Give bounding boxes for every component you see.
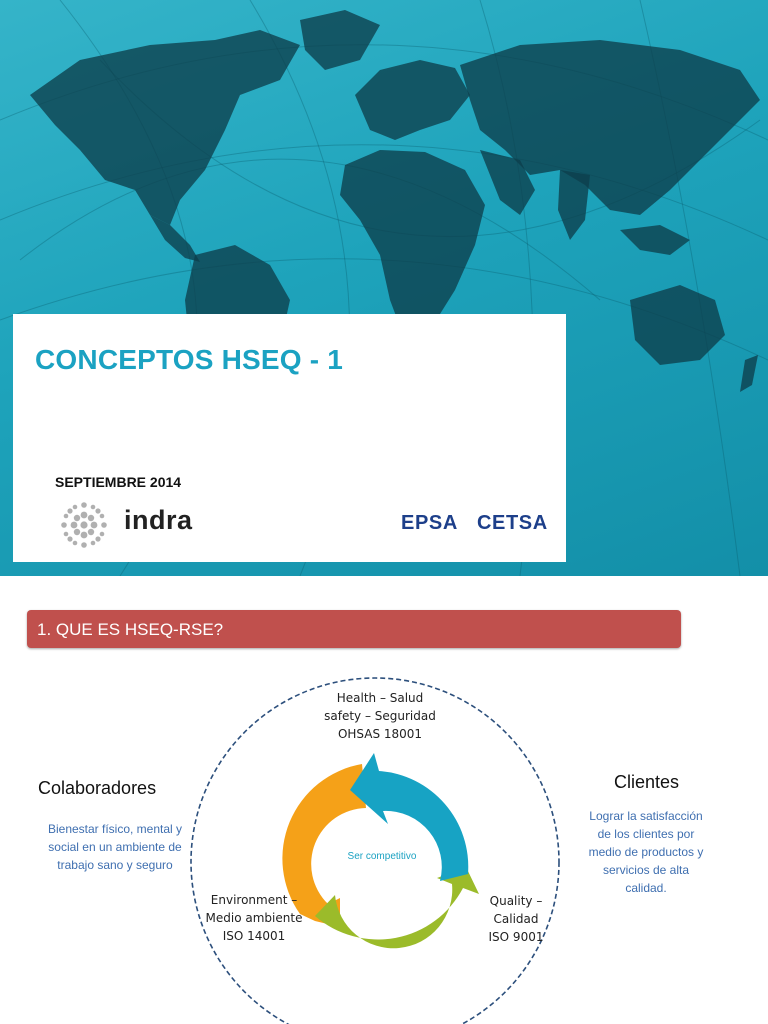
colaboradores-heading: Colaboradores bbox=[38, 778, 157, 798]
health-label: Health – Salud safety – Seguridad OHSAS 18001 bbox=[324, 691, 436, 741]
date-label: SEPTIEMBRE 2014 bbox=[55, 474, 182, 490]
section-title: 1. QUE ES HSEQ-RSE? bbox=[37, 620, 224, 639]
hseq-cycle-diagram bbox=[0, 576, 768, 1024]
hseq-slide bbox=[0, 576, 768, 1024]
environment-label: Environment – Medio ambiente ISO 14001 bbox=[205, 893, 303, 943]
indra-dots-logo-icon bbox=[57, 498, 111, 552]
indra-logo-text: indra bbox=[124, 505, 193, 535]
colaboradores-description: Bienestar físico, mental y social en un ambiente de trabajo sano y seguro bbox=[47, 822, 183, 872]
clientes-heading: Clientes bbox=[614, 772, 680, 792]
quality-label: Quality – Calidad ISO 9001 bbox=[488, 894, 544, 944]
cycle-center-label: Ser competitivo bbox=[347, 851, 417, 862]
page-title: CONCEPTOS HSEQ - 1 bbox=[35, 344, 344, 375]
title-card bbox=[13, 314, 566, 562]
cetsa-logo-text: CETSA bbox=[477, 512, 548, 534]
clientes-description: Lograr la satisfacción de los clientes por medio de productos y servicios de alta calidad. bbox=[588, 809, 704, 895]
epsa-logo-text: EPSA bbox=[401, 512, 458, 534]
